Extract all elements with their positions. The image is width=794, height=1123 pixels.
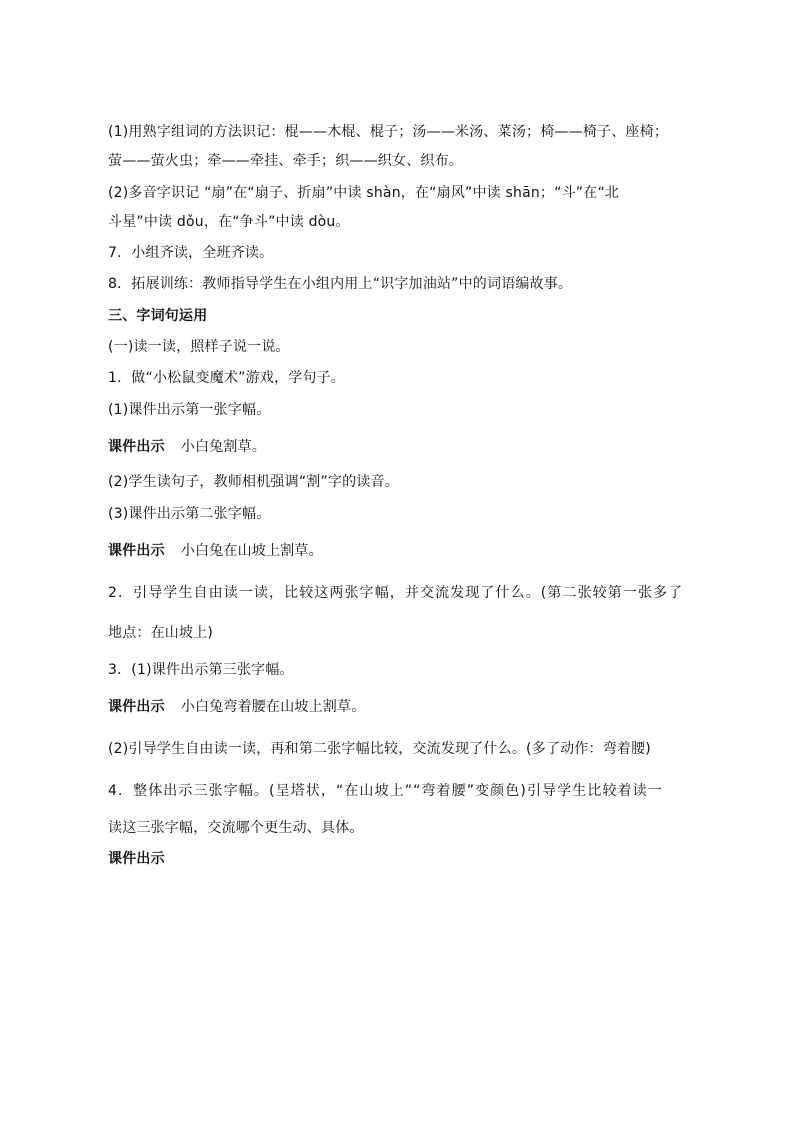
- paragraph-line: 萤——萤火虫；牵——牵挂、牵手；织——织女、织布。: [108, 153, 463, 169]
- slide-label: 课件出示: [108, 851, 165, 867]
- slide-text: 小白兔割草。: [180, 439, 267, 455]
- list-item: (1)课件出示第一张字幅。: [108, 402, 271, 418]
- slide-caption: [108, 437, 748, 457]
- paragraph-line: (2)多音字识记 “扇”在“扇子、折扇”中读 shàn，在“扇风”中读 shān；“斗”在“北: [108, 185, 620, 201]
- paragraph-line: 4．整体出示三张字幅。(呈塔状，“在山坡上”“弯着腰”变颜色)引导学生比较着读一: [108, 783, 663, 799]
- slide-label: 课件出示: [108, 543, 165, 559]
- slide-caption: [108, 697, 748, 717]
- slide-caption: [108, 849, 748, 869]
- paragraph-line: 2．引导学生自由读一读，比较这两张字幅，并交流发现了什么。(第二张较第一张多了: [108, 585, 684, 601]
- paragraph-line: (2)引导学生自由读一读，再和第二张字幅比较，交流发现了什么。(多了动作：弯着腰): [108, 741, 651, 757]
- paragraph-line: 斗星”中读 dǒu，在“争斗”中读 dòu。: [108, 214, 350, 230]
- paragraph-line: 读这三张字幅，交流哪个更生动、具体。: [108, 820, 364, 836]
- paragraph-line: (1)用熟字组词的方法识记：棍——木棍、棍子；汤——米汤、菜汤；椅——椅子、座椅；: [108, 124, 669, 140]
- paragraph-line: 地点：在山坡上): [108, 625, 214, 641]
- list-item: 1．做“小松鼠变魔术”游戏，学句子。: [108, 370, 346, 386]
- slide-text: 小白兔在山坡上割草。: [180, 543, 323, 559]
- list-item: 3．(1)课件出示第三张字幅。: [108, 662, 294, 678]
- list-item: 7．小组齐读，全班齐读。: [108, 245, 274, 261]
- list-item: 8．拓展训练：教师指导学生在小组内用上“识字加油站”中的词语编故事。: [108, 276, 573, 292]
- slide-caption: [108, 541, 748, 561]
- list-item: (3)课件出示第二张字幅。: [108, 506, 271, 522]
- slide-label: 课件出示: [108, 699, 165, 715]
- slide-label: 课件出示: [108, 439, 165, 455]
- list-item: (2)学生读句子，教师相机强调“割”字的读音。: [108, 474, 399, 490]
- subsection-heading: (一)读一读，照样子说一说。: [108, 339, 290, 355]
- slide-text: 小白兔弯着腰在山坡上割草。: [180, 699, 366, 715]
- section-heading: 三、字词句运用: [108, 308, 208, 324]
